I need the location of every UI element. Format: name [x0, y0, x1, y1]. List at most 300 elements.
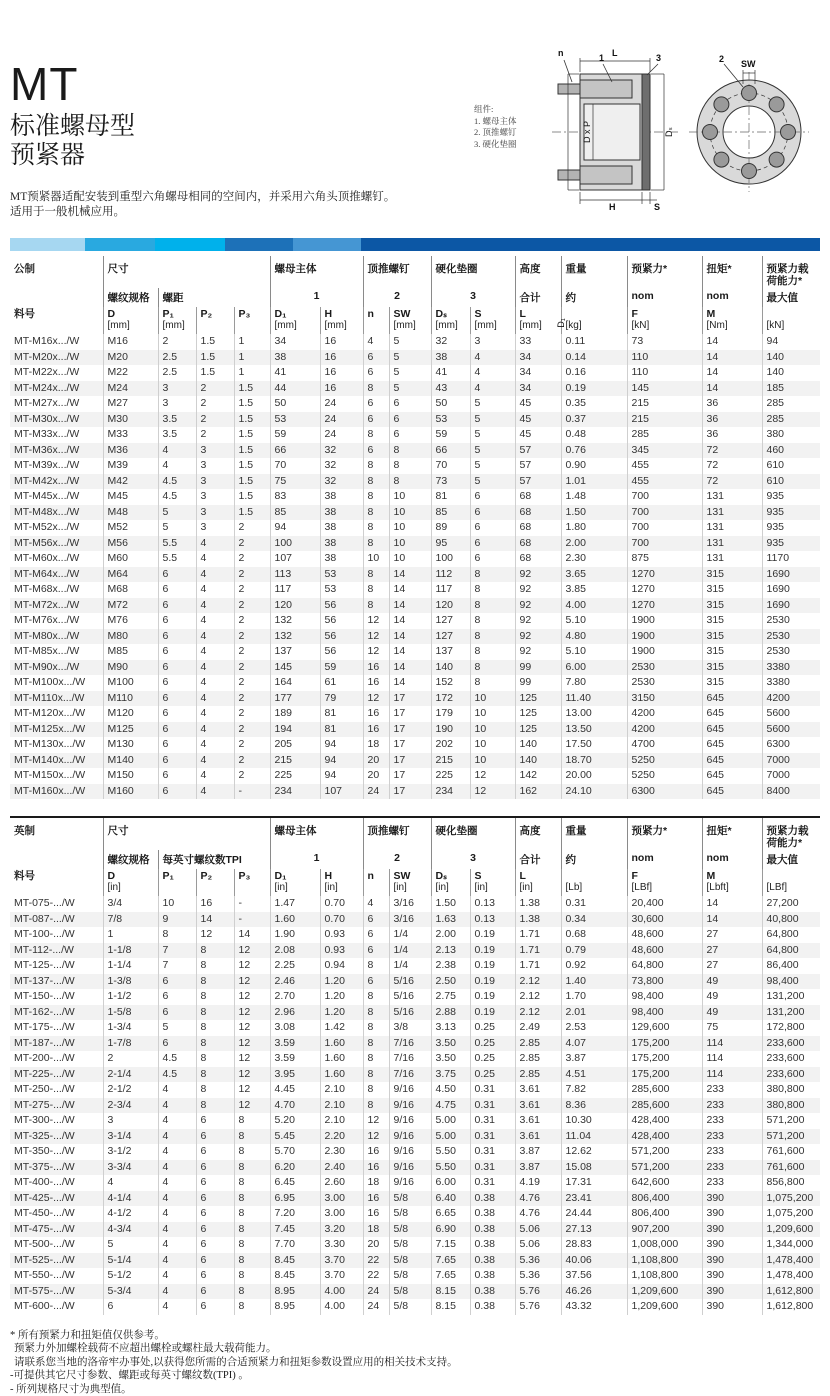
cell: 7.45 [270, 1222, 320, 1238]
cell: 8 [234, 1206, 270, 1222]
cell: 17.31 [561, 1175, 627, 1191]
cell: 2 [234, 753, 270, 769]
cell: M150 [103, 768, 158, 784]
cell: 610 [762, 458, 820, 474]
table-row [10, 505, 820, 521]
cell: 2 [196, 396, 234, 412]
cell: 7000 [762, 753, 820, 769]
cell: 5-1/4 [103, 1253, 158, 1269]
cell: 14 [389, 629, 431, 645]
cell: M110 [103, 691, 158, 707]
part-number-1: 1 [270, 288, 363, 307]
cell: 8 [234, 1284, 270, 1300]
cell: 2 [234, 567, 270, 583]
cell: 140 [515, 737, 561, 753]
cell: 68 [515, 551, 561, 567]
column-header: M [Lbft] [702, 869, 762, 896]
cell: 6 [196, 1113, 234, 1129]
cell: 6 [196, 1299, 234, 1315]
cell: 1.5 [234, 396, 270, 412]
cell: 1-1/2 [103, 989, 158, 1005]
dim-label-L: L [612, 48, 618, 58]
cell: 1.5 [234, 505, 270, 521]
cell: 140 [762, 365, 820, 381]
cell: 6 [196, 1284, 234, 1300]
cell: 5/8 [389, 1253, 431, 1269]
cell: 6.65 [431, 1206, 470, 1222]
table-row [10, 1299, 820, 1315]
cell: MT-M30x.../W [10, 412, 103, 428]
subgroup-approx: 约 [561, 288, 627, 307]
cell: - [234, 784, 270, 800]
cell: 2530 [627, 675, 702, 691]
legend-item-nut-body: 1. 螺母主体 [474, 116, 517, 128]
metric-spec-table [10, 256, 820, 799]
cell: 34 [515, 350, 561, 366]
cell: 4 [158, 1160, 196, 1176]
cell: 75 [702, 1020, 762, 1036]
table-row [10, 412, 820, 428]
cell: 4 [158, 458, 196, 474]
cell: 4.5 [158, 474, 196, 490]
cell: 2 [196, 381, 234, 397]
cell: 10 [470, 706, 515, 722]
cell: 345 [627, 443, 702, 459]
footnote-line: 请联系您当地的洛帝牢办事处,以获得您所需的合适预紧力和扭矩参数设置应用的相关技术支持。 [10, 1356, 820, 1370]
cell: 0.38 [470, 1206, 515, 1222]
cell: 18 [363, 737, 389, 753]
cell: 5 [158, 520, 196, 536]
cell: 806,400 [627, 1206, 702, 1222]
accent-bar-segment [361, 238, 820, 251]
group-header-capacity: 预紧力载荷能力* [762, 256, 820, 288]
cell: 1.90 [270, 927, 320, 943]
cell: 132 [270, 629, 320, 645]
cell: 1900 [627, 629, 702, 645]
table-row [10, 912, 820, 928]
cell: 95 [431, 536, 470, 552]
cell: 5/8 [389, 1268, 431, 1284]
cell: 2 [196, 427, 234, 443]
cell: 8.15 [431, 1299, 470, 1315]
cell: 0.19 [470, 958, 515, 974]
cell: 2 [103, 1051, 158, 1067]
table-row [10, 1129, 820, 1145]
cell: 75 [270, 474, 320, 490]
column-header: P₃ [234, 307, 270, 334]
cell: 233,600 [762, 1036, 820, 1052]
cell: 5 [389, 365, 431, 381]
cell: 380,800 [762, 1082, 820, 1098]
cell: MT-187-.../W [10, 1036, 103, 1052]
cell: M100 [103, 675, 158, 691]
cell: 2 [234, 675, 270, 691]
cell: 1 [234, 350, 270, 366]
cell: 6 [196, 1237, 234, 1253]
cell: 8 [234, 1222, 270, 1238]
cell: 2 [234, 613, 270, 629]
cell: 4 [158, 1175, 196, 1191]
cell: 2.40 [320, 1160, 363, 1176]
cell: 10 [470, 722, 515, 738]
cell: 8 [234, 1268, 270, 1284]
cell: 0.19 [470, 989, 515, 1005]
cell: 4 [196, 629, 234, 645]
cell: MT-137-.../W [10, 974, 103, 990]
cell: 455 [627, 458, 702, 474]
cell: 8 [196, 943, 234, 959]
cell: 38 [320, 505, 363, 521]
group-header-weight: 重量 [561, 256, 627, 288]
cell: 8.45 [270, 1268, 320, 1284]
cell: 3.13 [431, 1020, 470, 1036]
cell: 390 [702, 1206, 762, 1222]
cell: M64 [103, 567, 158, 583]
cell: 8 [234, 1175, 270, 1191]
cell: 6 [158, 644, 196, 660]
group-header-weight: 重量 [561, 817, 627, 850]
cell: 2.70 [270, 989, 320, 1005]
cell: 12 [470, 784, 515, 800]
table-row [10, 1036, 820, 1052]
cell: M76 [103, 613, 158, 629]
cell: 1-3/8 [103, 974, 158, 990]
cell: 127 [431, 613, 470, 629]
cell: 0.16 [561, 365, 627, 381]
cell: MT-M64x.../W [10, 567, 103, 583]
table-row [10, 381, 820, 397]
cell: 4 [196, 753, 234, 769]
cell: 6 [196, 1175, 234, 1191]
cell: 4 [158, 1098, 196, 1114]
cell: 4.75 [431, 1098, 470, 1114]
cell: 68 [515, 505, 561, 521]
cell: 4.45 [270, 1082, 320, 1098]
cell: 6 [158, 989, 196, 1005]
cell: 2.25 [270, 958, 320, 974]
cell: 2.00 [561, 536, 627, 552]
cell: 3.70 [320, 1268, 363, 1284]
cell: 4 [196, 551, 234, 567]
cell: M56 [103, 536, 158, 552]
cell: 8 [196, 1098, 234, 1114]
cell: MT-M24x.../W [10, 381, 103, 397]
cell: 8 [389, 474, 431, 490]
cell: 16 [363, 675, 389, 691]
cell: 6 [196, 1206, 234, 1222]
cell: 3.95 [270, 1067, 320, 1083]
cell: 114 [702, 1036, 762, 1052]
column-header: M [Nm] [702, 307, 762, 334]
cell: 8 [363, 598, 389, 614]
cell: 315 [702, 660, 762, 676]
cell: 38 [270, 350, 320, 366]
cell: 6 [158, 691, 196, 707]
cell: 5/16 [389, 1005, 431, 1021]
accent-bar [10, 238, 820, 251]
cell: M125 [103, 722, 158, 738]
cell: 9/16 [389, 1129, 431, 1145]
cell: 0.70 [320, 912, 363, 928]
cell: 16 [363, 1160, 389, 1176]
subgroup-nom-preload: nom [627, 288, 702, 307]
column-header: F [LBf] [627, 869, 702, 896]
cell: 1.5 [234, 443, 270, 459]
cell: 2 [234, 582, 270, 598]
cell: MT-525-.../W [10, 1253, 103, 1269]
cell: 1,008,000 [627, 1237, 702, 1253]
footnote-line: - 所列规格尺寸为典型值。 [10, 1383, 820, 1396]
cell: 185 [762, 381, 820, 397]
cell: 172 [431, 691, 470, 707]
cell: MT-087-.../W [10, 912, 103, 928]
cell: 4.80 [561, 629, 627, 645]
table-row [10, 706, 820, 722]
part-number-2: 2 [363, 850, 431, 869]
cell: 3.00 [320, 1206, 363, 1222]
cell: 856,800 [762, 1175, 820, 1191]
cell: 0.79 [561, 943, 627, 959]
cell: 5.50 [431, 1160, 470, 1176]
cell: MT-575-.../W [10, 1284, 103, 1300]
cell: 2 [234, 520, 270, 536]
cell: 83 [270, 489, 320, 505]
table-row [10, 989, 820, 1005]
cell: 6300 [627, 784, 702, 800]
cell: 12 [234, 1051, 270, 1067]
cell: 94 [320, 768, 363, 784]
cell: 4.00 [320, 1284, 363, 1300]
cell: 4.70 [270, 1098, 320, 1114]
cell: 1270 [627, 582, 702, 598]
cell: MT-162-.../W [10, 1005, 103, 1021]
cell: 0.35 [561, 396, 627, 412]
cell: MT-M76x.../W [10, 613, 103, 629]
cell: 4 [158, 1191, 196, 1207]
cell: 3/8 [389, 1020, 431, 1036]
cell: 6 [470, 536, 515, 552]
cell: 24 [363, 1299, 389, 1315]
cell: M160 [103, 784, 158, 800]
cell: 12 [234, 1082, 270, 1098]
cell: 761,600 [762, 1144, 820, 1160]
cell: 190 [431, 722, 470, 738]
cell: 5 [103, 1237, 158, 1253]
cell: 6 [158, 768, 196, 784]
cell: 6 [158, 613, 196, 629]
cell: 41 [431, 365, 470, 381]
cell: 48,600 [627, 927, 702, 943]
cell: 12 [363, 1129, 389, 1145]
cell: 49 [702, 989, 762, 1005]
cell: MT-125-.../W [10, 958, 103, 974]
cell: MT-250-.../W [10, 1082, 103, 1098]
table-row [10, 1144, 820, 1160]
cell: 2.60 [320, 1175, 363, 1191]
table-row [10, 1284, 820, 1300]
cell: 1.5 [234, 474, 270, 490]
cell: 6 [158, 722, 196, 738]
cell: 8 [363, 427, 389, 443]
cell: 0.38 [470, 1191, 515, 1207]
table-row [10, 474, 820, 490]
cell: 8 [470, 613, 515, 629]
cell: 175,200 [627, 1067, 702, 1083]
cell: 6 [363, 396, 389, 412]
cell: 3.61 [515, 1129, 561, 1145]
cell: 6 [196, 1129, 234, 1145]
cell: 38 [431, 350, 470, 366]
cell: 1 [234, 365, 270, 381]
group-header-size: 尺寸 [103, 817, 270, 850]
column-header: S [mm] [470, 307, 515, 334]
cell: 14 [702, 912, 762, 928]
cell: M20 [103, 350, 158, 366]
column-header: 料号 [10, 307, 103, 334]
part-label-2: 2 [719, 54, 724, 64]
cell: 6.20 [270, 1160, 320, 1176]
cell: 86,400 [762, 958, 820, 974]
cell: 22 [363, 1253, 389, 1269]
cell: 12 [234, 1036, 270, 1052]
cell: 38 [320, 489, 363, 505]
cell: 16 [363, 1206, 389, 1222]
cell: 2.00 [431, 927, 470, 943]
cell: 20 [363, 768, 389, 784]
legend-title: 组件: [474, 104, 517, 116]
cell: 6 [196, 1253, 234, 1269]
cell: M45 [103, 489, 158, 505]
cell: 2.12 [515, 1005, 561, 1021]
cell: MT-M120x.../W [10, 706, 103, 722]
cell: 6.00 [431, 1175, 470, 1191]
cell: 5 [158, 1020, 196, 1036]
cell: 4700 [627, 737, 702, 753]
cell: 14 [702, 350, 762, 366]
cell: 17 [389, 691, 431, 707]
cell: 0.19 [470, 974, 515, 990]
subgroup-nom-preload: nom [627, 850, 702, 869]
cell: 3 [470, 334, 515, 350]
cell: 99 [515, 675, 561, 691]
cell: M30 [103, 412, 158, 428]
cell: 315 [702, 582, 762, 598]
cell: 17 [389, 784, 431, 800]
cell: 645 [702, 722, 762, 738]
cell: 806,400 [627, 1191, 702, 1207]
cell: 140 [762, 350, 820, 366]
cell: 5.50 [431, 1144, 470, 1160]
cell: 2.20 [320, 1129, 363, 1145]
cell: 1-1/4 [103, 958, 158, 974]
cell: 4-1/2 [103, 1206, 158, 1222]
cell: MT-M45x.../W [10, 489, 103, 505]
cell: 22 [363, 1268, 389, 1284]
cell: 6 [158, 598, 196, 614]
cell: 8 [234, 1191, 270, 1207]
cell: 94 [320, 737, 363, 753]
cell: 131 [702, 520, 762, 536]
cell: 1.47 [270, 896, 320, 912]
cell: 215 [270, 753, 320, 769]
cell: MT-075-.../W [10, 896, 103, 912]
cell: 1.20 [320, 989, 363, 1005]
part-number-3: 3 [431, 850, 515, 869]
cell: 2.85 [515, 1036, 561, 1052]
cell: 1.60 [320, 1051, 363, 1067]
cell: 4 [158, 1268, 196, 1284]
cell: 0.38 [470, 1268, 515, 1284]
cell: 6.45 [270, 1175, 320, 1191]
cell: 7/16 [389, 1051, 431, 1067]
cell: 3-1/4 [103, 1129, 158, 1145]
cell: 10 [389, 489, 431, 505]
cell: 3 [196, 474, 234, 490]
cell: 72 [702, 474, 762, 490]
cell: 4200 [762, 691, 820, 707]
front-view [689, 64, 809, 192]
cell: 390 [702, 1222, 762, 1238]
cell: 5.20 [270, 1113, 320, 1129]
cell: 73 [431, 474, 470, 490]
cell: 85 [270, 505, 320, 521]
cell: 30,600 [627, 912, 702, 928]
cell: 92 [515, 582, 561, 598]
cell: 0.37 [561, 412, 627, 428]
cell: MT-M60x.../W [10, 551, 103, 567]
cell: 3 [196, 505, 234, 521]
group-header-preload: 预紧力* [627, 817, 702, 850]
cell: 16 [363, 1144, 389, 1160]
cell: 43.32 [561, 1299, 627, 1315]
column-header: [kg] [561, 307, 627, 334]
cell: 114 [702, 1051, 762, 1067]
cell: 131 [702, 551, 762, 567]
cell: 175,200 [627, 1051, 702, 1067]
column-header: SW [mm] [389, 307, 431, 334]
table-row [10, 1268, 820, 1284]
cell: 45 [515, 427, 561, 443]
column-header: P₁ [mm] [158, 307, 196, 334]
cell: 177 [270, 691, 320, 707]
cell: 137 [431, 644, 470, 660]
cell: 70 [270, 458, 320, 474]
cell: 202 [431, 737, 470, 753]
cell: 571,200 [627, 1144, 702, 1160]
table-row [10, 536, 820, 552]
cell: 66 [431, 443, 470, 459]
cell: 645 [702, 753, 762, 769]
cell: 2.85 [515, 1067, 561, 1083]
cell: 57 [515, 458, 561, 474]
cell: 57 [515, 474, 561, 490]
cell: 5-3/4 [103, 1284, 158, 1300]
cell: MT-M140x.../W [10, 753, 103, 769]
dim-label-DxP: D x P [582, 121, 592, 143]
cell: M36 [103, 443, 158, 459]
cell: 1 [234, 334, 270, 350]
cell: 0.31 [470, 1113, 515, 1129]
cell: 28.83 [561, 1237, 627, 1253]
table-row [10, 598, 820, 614]
cell: 1-3/4 [103, 1020, 158, 1036]
cell: 4.07 [561, 1036, 627, 1052]
cell: 0.19 [470, 1005, 515, 1021]
cell: 6 [196, 1160, 234, 1176]
cell: MT-M125x.../W [10, 722, 103, 738]
cell: 10 [470, 737, 515, 753]
cell: 81 [320, 706, 363, 722]
